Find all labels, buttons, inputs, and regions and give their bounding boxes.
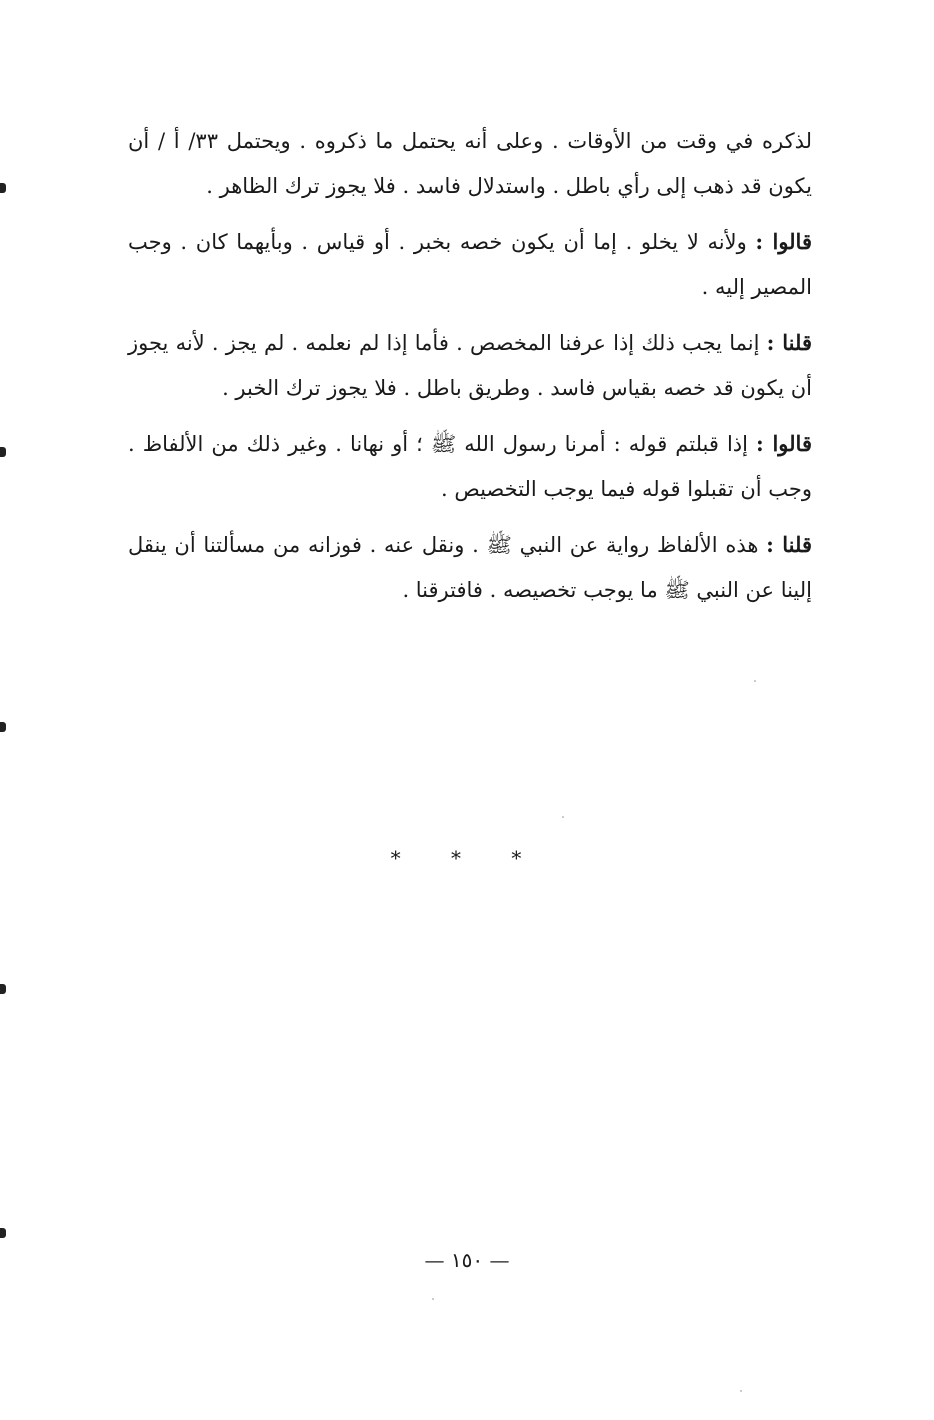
paragraph-lead: قالوا : [756, 431, 812, 456]
paragraph-body: إنما يجب ذلك إذا عرفنا المخصص . فأما إذا لم نعلمه . لم يجز . لأنه يجوز أن يكون قد خصه بقياس فاسد . وطريق باطل . فلا يجوز ترك الخبر . [128, 331, 812, 400]
paragraph-lead: قالوا : [755, 229, 812, 254]
paragraph-4 [128, 421, 812, 512]
paragraph-3 [128, 320, 812, 411]
paragraph-5 [128, 522, 812, 613]
section-separator: * * * [390, 846, 544, 870]
main-text [128, 118, 812, 623]
scan-speck [562, 816, 564, 818]
scan-speck [740, 1390, 742, 1392]
scan-edge-mark [0, 984, 6, 994]
paragraph-lead: قلنا : [766, 330, 812, 355]
page-number: — ١٥٠ — [424, 1248, 510, 1272]
scan-speck [754, 680, 756, 682]
paragraph-body: إذا قبلتم قوله : أمرنا رسول الله ﷺ ؛ أو نهانا . وغير ذلك من الألفاظ . وجب أن تقبلوا قوله فيما يوجب التخصيص . [128, 432, 812, 501]
scan-speck [432, 1298, 434, 1300]
paragraph-1 [128, 118, 812, 209]
scan-edge-mark [0, 183, 6, 193]
scan-edge-mark [0, 722, 6, 732]
scan-edge-mark [0, 1228, 6, 1238]
scan-edge-mark [0, 447, 6, 457]
paragraph-lead: قلنا : [766, 532, 812, 557]
paragraph-body: ولأنه لا يخلو . إما أن يكون خصه بخبر . أو قياس . وبأيهما كان . وجب المصير إليه . [128, 230, 812, 299]
paragraph-body: هذه الألفاظ رواية عن النبي ﷺ . ونقل عنه . فوزانه من مسألتنا أن ينقل إلينا عن النبي ﷺ ما يوجب تخصيصه . فافترقنا . [128, 533, 812, 602]
paragraph-body: لذكره في وقت من الأوقات . وعلى أنه يحتمل ما ذكروه . ويحتمل ٣٣/ أ / أن يكون قد ذهب إلى رأي باطل . واستدلال فاسد . فلا يجوز ترك الظاهر . [128, 129, 812, 198]
paragraph-2 [128, 219, 812, 310]
